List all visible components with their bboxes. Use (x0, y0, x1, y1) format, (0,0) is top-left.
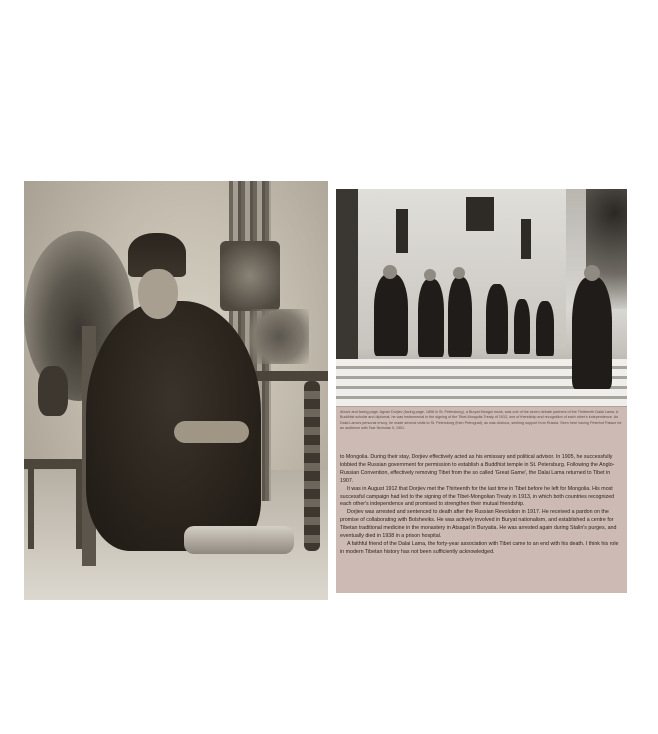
person (572, 277, 612, 389)
person (486, 284, 508, 354)
portrait-photo (24, 181, 328, 600)
table-leg (304, 381, 320, 551)
side-table (249, 371, 328, 381)
column-ornament (220, 241, 280, 311)
photo-caption: Above and facing page: Agvan Dorjiev (facing page, 1898 in St. Petersburg), a Buryat Mongol monk, was one of the seven debate partners of the Thirteenth Dalai Lama. A Buddhist scholar and diplomat, he was instrumental in the signing of the Tibet-Mongolia Treaty of 1913, one of friendship and recognition of each other's independence. As Dalai Lama's personal envoy, he made several visits to St. Petersburg (then Petrograd), as was obvious, seeking support from Russia. Seen here having Peterhof Palace for an audience with Tsar Nicholas II, 1901. (340, 410, 622, 430)
side-stool (24, 459, 86, 469)
paragraph: Dorjiev was arrested and sentenced to death after the Russian Revolution in 1917. He received a pardon on the promise of collaborating with Bolsheviks. He was actively involved in Buryat nationalism, and established a centre for Tibetan traditional medicine in the monastery in Atsagat in Buryatia. He was arrested again during Stalin's purges, and eventually died in 1938 in a prison hospital. (340, 509, 617, 540)
person (536, 301, 554, 356)
potted-plant (249, 309, 309, 364)
body-text (340, 454, 624, 557)
monk-face (138, 269, 178, 319)
window (466, 197, 494, 231)
stool-leg (28, 469, 34, 549)
person (448, 277, 472, 357)
monk-boots (184, 526, 294, 554)
palace-photo (336, 189, 627, 407)
monk-hands (174, 421, 249, 443)
person-head (424, 269, 436, 281)
person-head (584, 265, 600, 281)
window (396, 209, 408, 253)
person (418, 279, 444, 357)
person-head (383, 265, 397, 279)
paragraph: It was in August 1912 that Dorjiev met the Thirteenth for the last time in Tibet before he left for Mongolia. His most successful campaign had led to the signing of the Tibet-Mongolian Treaty in 1913, in which both countries recognized each other's independence and promised to strengthen their mutual friendship. (340, 485, 615, 508)
person-head (453, 267, 465, 279)
person (514, 299, 530, 354)
window (521, 219, 531, 259)
paragraph: A faithful friend of the Dalai Lama, the forty-year association with Tibet came to an end with his death. I think his role in modern Tibetan history has not been sufficiently acknowledged. (340, 540, 619, 555)
person (374, 274, 408, 356)
paragraph: to Mongolia. During their stay, Dorjiev effectively acted as his emissary and political advisor. In 1905, he successfully lobbied the Russian government for permission to establish a Buddhist temple in St. Petersburg. Following the Anglo-Russian Convention, effectively removing Tibet from the so called 'Great Game', the Dalai Lama returned to Tibet in 1907. (340, 454, 615, 484)
building-shadow (336, 189, 358, 359)
peacock-figure (38, 366, 68, 416)
